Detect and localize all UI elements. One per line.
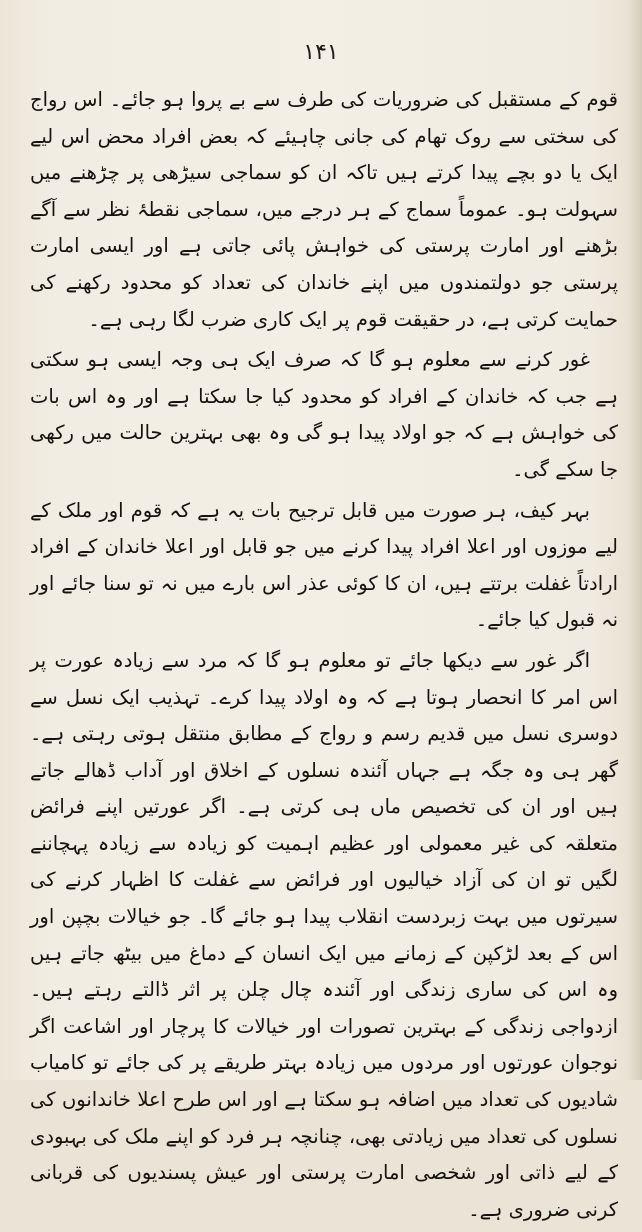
paragraph-2: غور کرنے سے معلوم ہو گا کہ صرف ایک ہی وجہ ایسی ہو سکتی ہے جب کہ خاندان کے افراد کو محدود کیا جا سکتا ہے اور وہ اس بات کی خواہش ہے کہ جو اولاد پیدا ہو گی وہ بھی بہترین حالت میں رکھی جا سکے گی۔ <box>30 348 618 481</box>
page-number: ۱۴۱ <box>303 40 339 65</box>
paragraph-4: اگر غور سے دیکھا جائے تو معلوم ہو گا کہ مرد سے زیادہ عورت پر اس امر کا انحصار ہوتا ہے کہ وہ اولاد پیدا کرے۔ تہذیب ایک نسل سے دوسری نسل میں قدیم رسم و رواج کے مطابق منتقل ہوتی رہتی ہے۔ گھر ہی وہ جگہ ہے جہاں آئندہ نسلوں کے اخلاق اور آداب ڈھالے جاتے ہیں اور ان کی تخصیص ماں ہی کرتی ہے۔ اگر عورتیں اپنے فرائض متعلقہ کی غیر معمولی اور عظیم اہمیت کو زیادہ سے زیادہ پہچاننے لگیں تو ان کی آزاد خیالیوں اور فرائض سے غفلت کا اظہار کرنے کی سیرتوں میں بہت زبردست انقلاب پیدا ہو جائے گا۔ جو خیالات بچپن اور اس کے بعد لڑکپن کے زمانے میں ایک انسان کے دماغ میں بیٹھ جاتے ہیں وہ اس کی ساری زندگی اور آئندہ چال چلن پر اثر ڈالتے رہتے ہیں۔ ازدواجی زندگی کے بہترین تصورات اور خیالات کا پرچار اور اشاعت اگر نوجوان عورتوں اور مردوں میں زیادہ بہتر طریقے پر کی جائے تو کامیاب شادیوں کی تعداد میں اضافہ ہو سکتا ہے اور اس طرح اعلا خاندانوں کی نسلوں کی تعداد میں زیادتی بھی، چنانچہ ہر فرد کو اپنے ملک کی بہبودی کے لیے ذاتی اور شخصی امارت پرستی اور عیش پسندیوں کی قربانی کرنی ضروری ہے۔ <box>30 648 618 1221</box>
page-edge-shadow <box>628 0 642 1080</box>
paragraph-1: قوم کے مستقبل کی ضروریات کی طرف سے بے پروا ہو جائے۔ اس رواج کی سختی سے روک تھام کی جانی چاہیئے کہ بعض افراد محض اس لیے ایک یا دو بچے پیدا کرتے ہیں تاکہ ان کو سماجی سیڑھی پر چڑھنے میں سہولت ہو۔ عموماً سماج کے ہر درجے میں، سماجی نقطۂ نظر سے آگے بڑھنے اور امارت پرستی کی خواہش پائی جاتی ہے اور ایسی امارت پرستی جو دولتمندوں میں اپنے خاندان کی تعداد کو محدود رکھنے کی حمایت کرتی ہے، در حقیقت قوم پر ایک کاری ضرب لگا رہی ہے۔ <box>30 88 618 331</box>
body-text <box>30 82 618 1232</box>
paragraph-3: بہر کیف، ہر صورت میں قابل ترجیح بات یہ ہے کہ قوم اور ملک کے لیے موزوں اور اعلا افراد پیدا کرنے میں جو قابل اور اعلا خاندان کے افراد ارادتاً غفلت برتتے ہیں، ان کا کوئی عذر اس بارے میں نہ تو سنا جائے اور نہ قبول کیا جائے۔ <box>30 498 618 632</box>
